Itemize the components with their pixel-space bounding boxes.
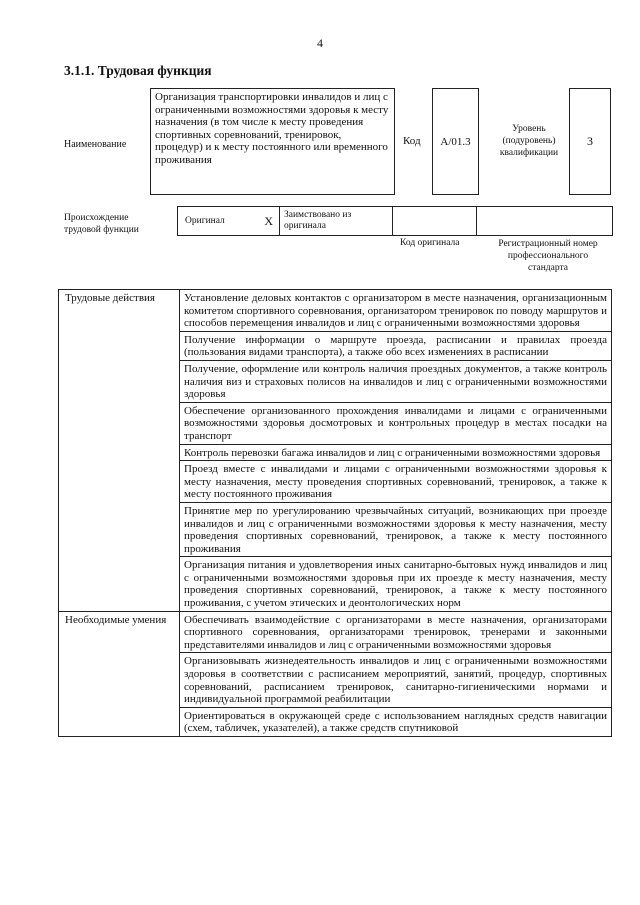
- level-value: 3: [569, 88, 611, 195]
- level-label: Уровень (подуровень) квалификации: [499, 124, 559, 158]
- labor-action-row-text: Принятие мер по урегулированию чрезвычайных ситуаций, возникающих при проезде инвалидов и лиц с ограниченными возможностями здоровья к месту назначения, месту проведения спортивных соревнований, тренировок, а также к месту постоянного проживания: [180, 502, 612, 556]
- labor-action-row-text: Организация питания и удовлетворения иных санитарно-бытовых нужд инвалидов и лиц с ограниченными возможностями здоровья при их проезде к месту назначения, месту проведения спортивных соревнований, тренировок, а также к месту постоянного проживания, с учетом этических и деонтологических норм: [180, 557, 612, 611]
- function-name-box: Организация транспортировки инвалидов и лиц с ограниченными возможностями здоровья к месту назначения (в том числе к месту проведения спортивных соревнований, тренировок, процедур) и к месту постоянного или временного проживания: [150, 88, 395, 195]
- skill-row-text: Ориентироваться в окружающей среде с использованием наглядных средств навигации (схем, табличек, указателей), а также средств спутниковой: [180, 707, 612, 736]
- origin-original-text: Оригинал: [185, 216, 225, 226]
- code-value: А/01.3: [432, 88, 479, 195]
- origin-reg-cell: [477, 207, 613, 235]
- origin-original-cell: [177, 207, 280, 235]
- origin-mark: X: [264, 214, 273, 228]
- origin-label: Происхождение трудовой функции: [64, 213, 139, 235]
- skill-row: [59, 611, 612, 653]
- origin-reg-caption: Регистрационный номер профессионального стандарта: [498, 239, 598, 273]
- labor-action-row-text: Контроль перевозки багажа инвалидов и лиц с ограниченными возможностями здоровья: [180, 444, 612, 461]
- labor-actions-label: Трудовые действия: [59, 290, 180, 612]
- origin-borrowed-cell: Заимствовано из оригинала: [280, 207, 393, 235]
- labor-action-row-text: Обеспечение организованного прохождения инвалидами и лицами с ограниченными возможностями здоровья досмотровых и контрольных процедур в местах посадки на транспорт: [180, 402, 612, 444]
- skill-row-text: Обеспечивать взаимодействие с организаторами в месте назначения, организаторами спортивного соревнования, организаторами тренировок, тренерами и законными представителями инвалидов и лиц с ограниченными возможностями здоровья: [180, 611, 612, 653]
- origin-code-caption: Код оригинала: [400, 238, 460, 248]
- skill-row-text: Организовывать жизнедеятельность инвалидов и лиц с ограниченными возможностями здоровья в соответствии с расписанием мероприятий, занятий, процедур, спортивных соревнований, расписанием тренировок, санитарно-гигиеническими нормами и индивидуальной программой реабилитации: [180, 653, 612, 707]
- section-title: 3.1.1. Трудовая функция: [64, 63, 212, 78]
- code-label: Код: [403, 135, 421, 147]
- origin-row: [177, 206, 613, 236]
- labor-action-row: [59, 290, 612, 332]
- skills-label: Необходимые умения: [59, 611, 180, 736]
- labor-action-row-text: Проезд вместе с инвалидами и лицами с ограниченными возможностями здоровья к месту назначения, месту проведения спортивных соревнований, тренировок, а также к месту постоянного проживания: [180, 461, 612, 503]
- origin-code-cell: [393, 207, 477, 235]
- function-table: [58, 289, 612, 737]
- name-label: Наименование: [64, 139, 127, 150]
- labor-action-row-text: Получение информации о маршруте проезда, расписании и правилах проезда (пользования видами транспорта), а также обо всех изменениях в расписании: [180, 331, 612, 360]
- page-number: 4: [317, 36, 323, 50]
- labor-action-row-text: Получение, оформление или контроль наличия проездных документов, а также контроль наличия виз и страховых полисов на инвалидов и лиц с ограниченными возможностями здоровья: [180, 360, 612, 402]
- labor-action-row-text: Установление деловых контактов с организатором в месте назначения, организационным комитетом спортивного соревнования, организатором тренировок по поводу маршрутов и способов перемещения инвалидов и лиц с ограниченными возможностями здоровья: [180, 290, 612, 332]
